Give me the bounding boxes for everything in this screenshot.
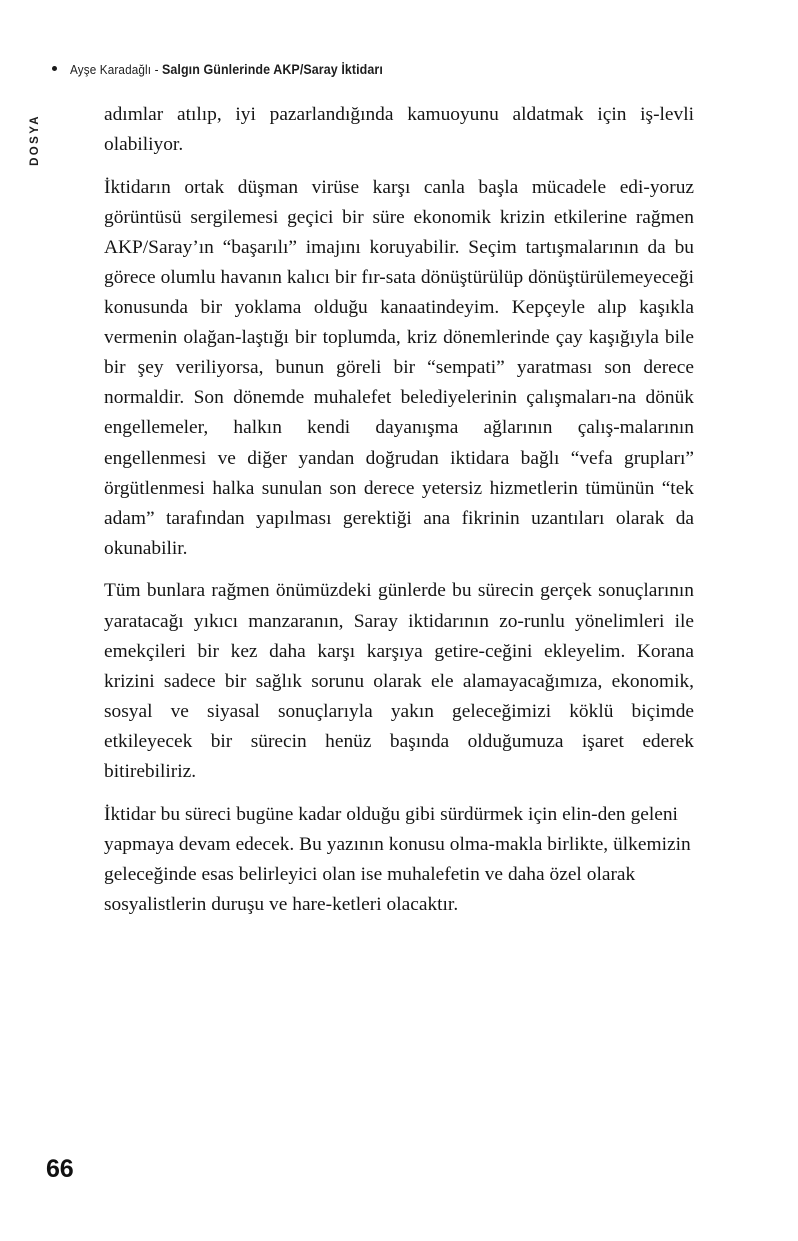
paragraph: İktidar bu süreci bugüne kadar olduğu gibi sürdürmek için elin-den geleni yapmaya devam edecek. Bu yazının konusu olma-makla birlikte, ülkemizin geleceğinde esas belirleyici olan ise muhalefetin ve daha özel olarak sosyalistlerin duruşu ve hare-ketleri olacaktır. — [104, 803, 691, 915]
running-head-text — [70, 62, 383, 77]
body-text-column — [104, 100, 694, 920]
running-head-separator: - — [151, 63, 163, 77]
running-head — [52, 62, 406, 77]
running-head-author: Ayşe Karadağlı — [70, 63, 152, 77]
bullet-icon — [52, 66, 57, 71]
paragraph: adımlar atılıp, iyi pazarlandığında kamuoyunu aldatmak için iş-levli olabiliyor. — [104, 104, 694, 156]
paragraph: Tüm bunlara rağmen önümüzdeki günlerde bu sürecin gerçek sonuçlarının yaratacağı yıkıcı manzaranın, Saray iktidarının zo-runlu yönelimleri ile emekçileri bir kez daha karşı karşıya getire-ceğini ekleyelim. Korana krizini sadece bir sağlık sorunu olarak ele alamayacağımıza, ekonomik, sosyal ve siyasal sonuçlarıyla yakın geleceğimizi köklü biçimde etkileyecek bir sürecin henüz başında olduğumuza işaret ederek bitirebiliriz. — [104, 580, 694, 782]
running-head-article-title: Salgın Günlerinde AKP/Saray İktidarı — [162, 62, 383, 77]
section-tab — [24, 97, 46, 183]
section-tab-label: DOSYA — [29, 114, 41, 166]
paragraph: İktidarın ortak düşman virüse karşı canla başla mücadele edi-yoruz görüntüsü sergilemesi geçici bir süre ekonomik krizin etkilerine rağmen AKP/Saray’ın “başarılı” imajını koruyabilir. Seçim tartışmalarının da bu görece olumlu havanın kalıcı bir fır-sata dönüştürülüp dönüştürülemeyeceği konusunda bir yoklama olduğu kanaatindeyim. Kepçeyle alıp kaşıkla vermenin olağan-laştığı bir toplumda, kriz dönemlerinde çay kaşığıyla bile bir şey veriliyorsa, bunun göreli bir “sempati” yaratması son derece normaldir. Son dönemde muhalefet belediyelerinin çalışmaları-na dönük engellemeler, halkın kendi dayanışma ağlarının çalış-malarının engellenmesi ve diğer yandan doğrudan iktidara bağlı “vefa grupları” örgütlenmesi halka sunulan son derece yetersiz hizmetlerin tümünün “tek adam” tarafından yapılması gerektiği ana fikrinin uzantıları olarak da okunabilir. — [104, 176, 694, 559]
page-number: 66 — [46, 1155, 74, 1183]
